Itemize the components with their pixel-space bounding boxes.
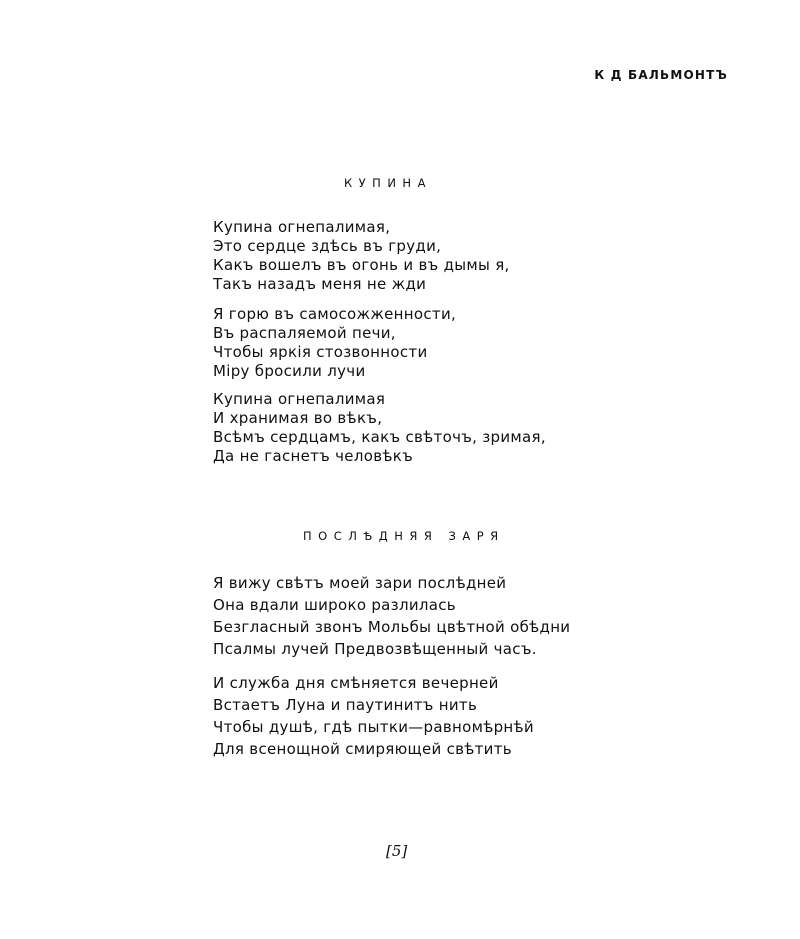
- page-number: [5]: [386, 842, 408, 860]
- verse-line: Встаетъ Луна и паутинитъ нить: [213, 696, 478, 714]
- verse-line: Чтобы яркія стозвонности: [213, 343, 428, 361]
- verse-line: Какъ вошелъ въ огонь и въ дымы я,: [213, 256, 510, 274]
- poem-title-kupina: КУПИНА: [344, 176, 432, 190]
- verse-line: Я горю въ самосожженности,: [213, 305, 457, 323]
- poem-title-poslednyaya-zarya: ПОСЛѢДНЯЯ ЗАРЯ: [303, 529, 505, 543]
- verse-line: Купина огнепалимая,: [213, 218, 391, 236]
- verse-line: И хранимая во вѣкъ,: [213, 409, 383, 427]
- running-header-author: К Д БАЛЬМОНТЪ: [594, 68, 728, 82]
- verse-line: Купина огнепалимая: [213, 390, 386, 408]
- poem-2-stanza-2: [213, 672, 534, 760]
- verse-line: Безгласный звонъ Мольбы цвѣтной обѣдни: [213, 618, 571, 636]
- verse-line: Это сердце здѣсь въ груди,: [213, 237, 442, 255]
- poem-1-stanza-3: [213, 390, 546, 466]
- poem-1-stanza-2: [213, 305, 456, 381]
- verse-line: Такъ назадъ меня не жди: [213, 275, 427, 293]
- verse-line: Всѣмъ сердцамъ, какъ свѣточъ, зримая,: [213, 428, 546, 446]
- verse-line: И служба дня смѣняется вечерней: [213, 674, 499, 692]
- verse-line: Да не гаснетъ человѣкъ: [213, 447, 413, 465]
- poem-2-stanza-1: [213, 572, 570, 660]
- verse-line: Она вдали широко разлилась: [213, 596, 456, 614]
- verse-line: Псалмы лучей Предвозвѣщенный часъ.: [213, 640, 537, 658]
- verse-line: Міру бросили лучи: [213, 362, 366, 380]
- verse-line: Я вижу свѣтъ моей зари послѣдней: [213, 574, 507, 592]
- verse-line: Для всенощной смиряющей свѣтить: [213, 740, 512, 758]
- verse-line: Чтобы душѣ, гдѣ пытки—равномѣрнѣй: [213, 718, 534, 736]
- poem-1-stanza-1: [213, 218, 510, 294]
- verse-line: Въ распаляемой печи,: [213, 324, 396, 342]
